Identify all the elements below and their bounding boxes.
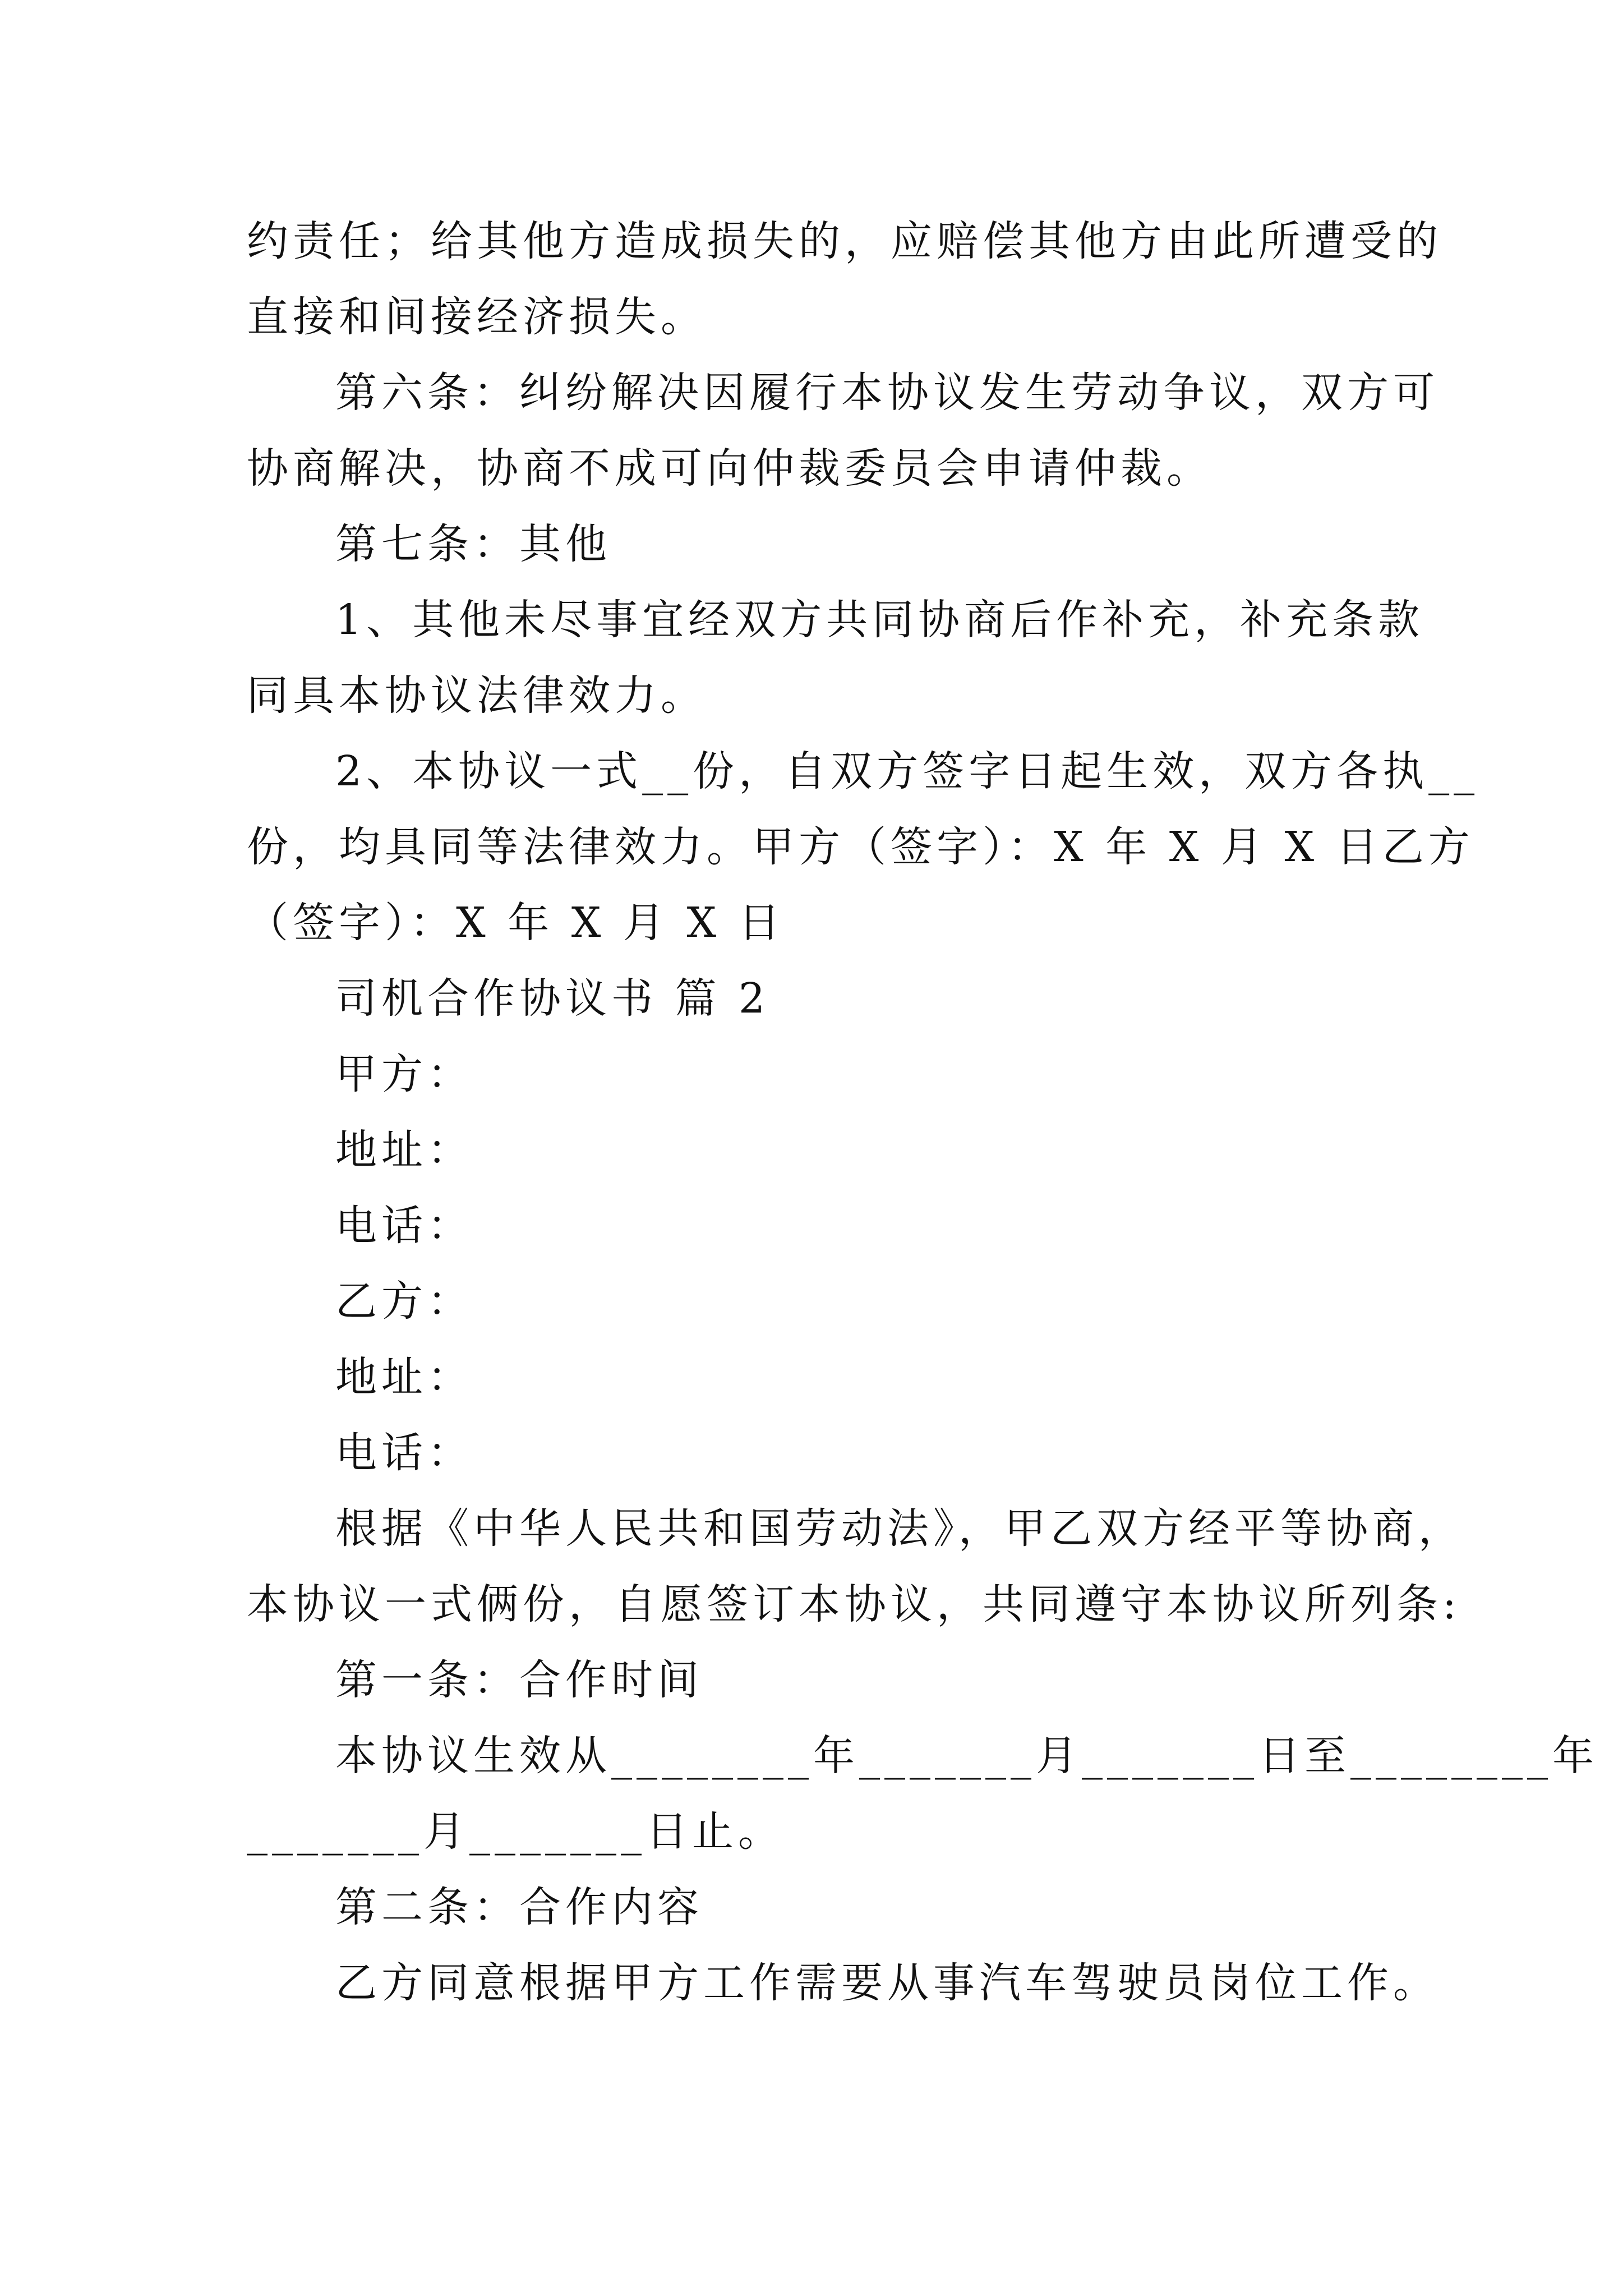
address-label: 地址： xyxy=(335,1353,473,1401)
text-line: 2、本协议一式__份，自双方签字日起生效，双方各执__ xyxy=(335,747,1479,795)
section-heading: 第二条：合作内容 xyxy=(335,1883,703,1931)
phone-label: 电话： xyxy=(335,1202,473,1250)
section-heading: 第七条：其他 xyxy=(335,520,611,568)
text-line: 乙方同意根据甲方工作需要从事汽车驾驶员岗位工作。 xyxy=(335,1959,1439,2007)
text-line: 本协议一式俩份，自愿签订本协议，共同遵守本协议所列条: xyxy=(247,1580,1461,1628)
address-label: 地址： xyxy=(335,1126,473,1174)
text-line: 本协议生效从________年_______月_______日至________年 xyxy=(335,1732,1598,1780)
text-line: 根据《中华人民共和国劳动法》，甲乙双方经平等协商， xyxy=(335,1504,1464,1553)
text-line: 约责任；给其他方造成损失的，应赔偿其他方由此所遭受的 xyxy=(247,217,1442,265)
text-line: 协商解决，协商不成可向仲裁委员会申请仲裁。 xyxy=(247,444,1212,493)
text-line: 直接和间接经济损失。 xyxy=(247,293,707,341)
document-title: 司机合作协议书 篇 2 xyxy=(335,974,770,1023)
party-b-label: 乙方： xyxy=(335,1277,473,1326)
text-line: 第六条：纠纷解决因履行本协议发生劳动争议，双方可 xyxy=(335,369,1439,417)
text-line: 1、其他未尽事宜经双方共同协商后作补充，补充条款 xyxy=(335,596,1424,644)
phone-label: 电话： xyxy=(335,1429,473,1477)
text-line: 份，均具同等法律效力。甲方（签字）：X 年 X 月 X 日乙方 xyxy=(247,823,1474,871)
section-heading: 第一条：合作时间 xyxy=(335,1656,703,1704)
text-line: _______月_______日止。 xyxy=(247,1807,784,1856)
text-line: 同具本协议法律效力。 xyxy=(247,671,707,720)
party-a-label: 甲方： xyxy=(335,1050,473,1098)
text-line: （签字）：X 年 X 月 X 日 xyxy=(247,899,785,947)
